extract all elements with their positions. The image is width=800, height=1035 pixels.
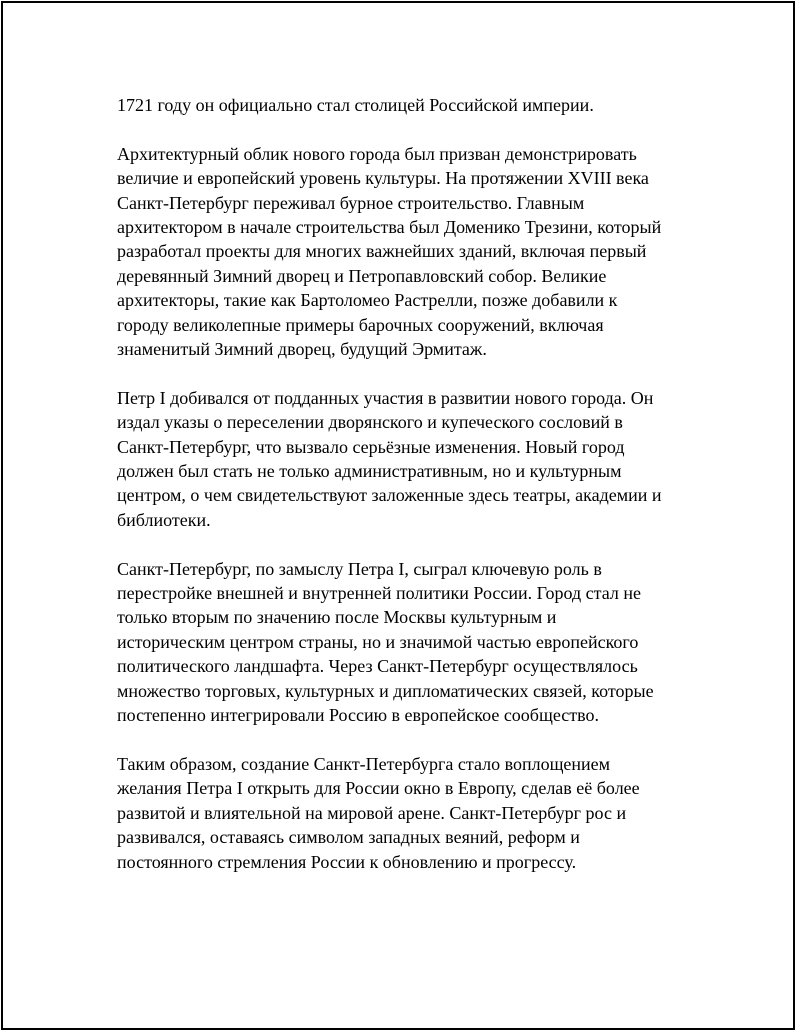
text-line: политического ландшафта. Через Санкт-Петербург осуществлялось xyxy=(117,656,638,677)
text-line: Архитектурный облик нового города был призван демонстрировать xyxy=(117,143,637,164)
text-line: издал указы о переселении дворянского и купеческого сословий в xyxy=(117,412,623,433)
paragraph-4 xyxy=(117,557,697,728)
text-line: историческим центром страны, но и значимой частью европейского xyxy=(117,631,639,652)
text-line: множество торговых, культурных и дипломатических связей, которые xyxy=(117,680,654,701)
text-line: Таким образом, создание Санкт-Петербурга стало воплощением xyxy=(117,753,611,774)
text-line: постоянного стремления России к обновлению и прогрессу. xyxy=(117,851,577,872)
text-line: центром, о чем свидетельствуют заложенные здесь театры, академии и xyxy=(117,485,662,506)
paragraph-2 xyxy=(117,142,697,362)
text-line: должен был стать не только административным, но и культурным xyxy=(117,461,622,482)
paragraph-1 xyxy=(117,93,697,117)
text-line: Санкт-Петербург, что вызвало серьёзные изменения. Новый город xyxy=(117,436,625,457)
text-line: только вторым по значению после Москвы культурным и xyxy=(117,607,557,628)
text-line: архитекторы, такие как Бартоломео Растрелли, позже добавили к xyxy=(117,290,618,311)
text-line: знаменитый Зимний дворец, будущий Эрмитаж. xyxy=(117,339,487,360)
text-line: Санкт-Петербург, по замыслу Петра I, сыграл ключевую роль в xyxy=(117,558,602,579)
text-line: желания Петра I открыть для России окно в Европу, сделав её более xyxy=(117,778,640,799)
text-line: развивался, оставаясь символом западных веяний, реформ и xyxy=(117,827,580,848)
text-line: величие и европейский уровень культуры. На протяжении XVIII века xyxy=(117,168,649,189)
document-body xyxy=(117,93,697,898)
paragraph-3 xyxy=(117,386,697,532)
paragraph-5 xyxy=(117,752,697,874)
text-line: городу великолепные примеры барочных сооружений, включая xyxy=(117,314,604,335)
text-line: 1721 году он официально стал столицей Российской империи. xyxy=(117,95,594,115)
text-line: деревянный Зимний дворец и Петропавловский собор. Великие xyxy=(117,265,607,286)
text-line: Петр I добивался от подданных участия в развитии нового города. Он xyxy=(117,387,654,408)
text-line: развитой и влиятельной на мировой арене. Санкт-Петербург рос и xyxy=(117,802,627,823)
text-line: постепенно интегрировали Россию в европейское сообщество. xyxy=(117,705,599,726)
text-line: перестройке внешней и внутренней политики России. Город стал не xyxy=(117,583,641,604)
text-line: архитектором в начале строительства был Доменико Трезини, который xyxy=(117,217,662,238)
text-line: Санкт-Петербург переживал бурное строительство. Главным xyxy=(117,192,585,213)
text-line: библиотеки. xyxy=(117,509,211,530)
text-line: разработал проекты для многих важнейших зданий, включая первый xyxy=(117,241,647,262)
